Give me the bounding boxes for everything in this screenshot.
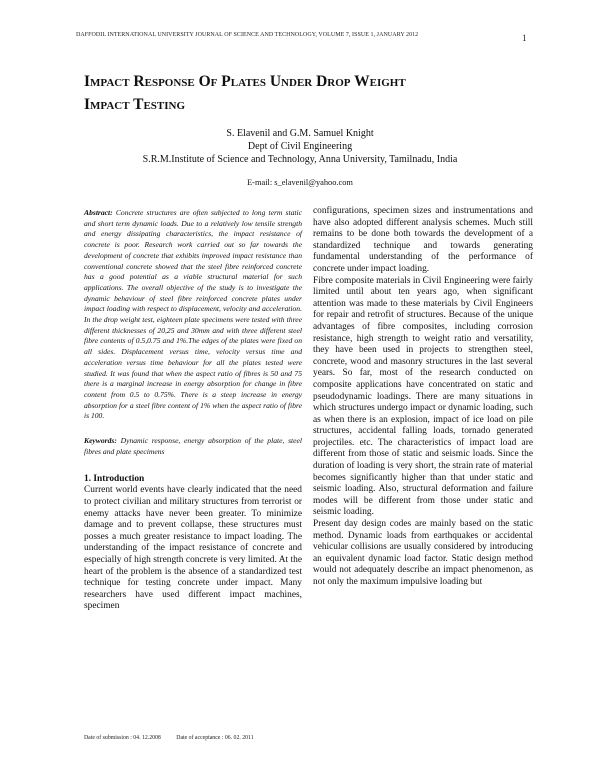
introduction-heading: 1. Introduction [84, 474, 145, 485]
right-paragraph-2: Fibre composite materials in Civil Engineering were fairly limited until about ten years ago, when significant attention was made to these materials by Civil Engineers for repair and retrofit of structures. Because of the unique advantages of fibre composites, including corrosion resistance, high strength to weight ratio and versatility, they have been used in projects to strengthen steel, concrete, wood and masonry structures in the last several years. So far, most of the research conducted on composite applications have concentrated on static and pseudodynamic loadings. There are many situations in which structures undergo impact or dynamic loading, such as when there is an explosion, impact of ice load on pile structures, accidental falling loads, tornado generated projectiles. etc. The characteristics of impact load are different from those of static and seismic loads. Since the duration of loading is very short, the strain rate of material becomes significantly higher than that under static and seismic loading. Also, structural deformation and failure modes will be different from those under static and seismic loading. [313, 275, 533, 518]
introduction-paragraph-1: Current world events have clearly indicated that the need to protect civilian and military structures from terrorist or enemy attacks have never been greater. To minimize damage and to prevent collapse, these structures must posses a much greater resistance to impact loading. The understanding of the impact resistance of concrete and especially of high strength concrete is very limited. At the heart of the problem is the absence of a standardized test technique for testing concrete under impact. Many researchers have used different impact machines, specimen [84, 485, 302, 612]
running-head: DAFFODIL INTERNATIONAL UNIVERSITY JOURNAL OF SCIENCE AND TECHNOLOGY, VOLUME 7, ISSUE 1, JANUARY 2012 [76, 32, 419, 38]
right-paragraph-3: Present day design codes are mainly based on the static method. Dynamic loads from earthquakes or accidental vehicular collisions are usually considered by introducing an equivalent dynamic load factor. Static design method would not adequately describe an impact phenomenon, as not only the maximum impulsive loading but [313, 519, 533, 587]
abstract [84, 208, 302, 422]
paper-title [84, 70, 544, 116]
keywords-label: Keywords: [84, 436, 117, 446]
abstract-text: Concrete structures are often subjected to long term static and short term dynamic loads. Due to a relatively low tensile strength and energy dissipating characteristics, the impact resistance of concrete is poor. Research work carried out so far towards the development of concrete that exhibits improved impact resistance than conventional concrete showed that the steel fibre reinforced concrete has a good potential as a viable structural material for such applications. The overall objective of the study is to investigate the dynamic behaviour of steel fibre reinforced concrete plates under impact loading with respect to displacement, velocity and acceleration. In the drop weight test, eighteen plate specimens were tested with three different thicknesses of 20,25 and 30mm and with three different steel fibre contents of 0.5,0.75 and 1%.The edges of the plates were fixed on all sides. Displacement versus time, velocity versus time and acceleration versus time behaviour for all the plates tested were studied. It was found that when the aspect ratio of fibres is 50 and 75 there is a marginal increase in energy absorption for change in fibre content from 0.5 to 0.75%. There is a steep increase in energy absorption for a steel fibre content of 1% when the aspect ratio of fibre is 100. [84, 208, 302, 421]
author-department: Dept of Civil Engineering [247, 141, 353, 152]
right-column [313, 206, 533, 589]
keywords [84, 436, 302, 457]
submission-dates [84, 735, 268, 741]
author-names: S. Elavenil and G.M. Samuel Knight [226, 128, 374, 139]
paper-title-line-2 [84, 93, 544, 116]
date-of-acceptance: Date of acceptance : 06. 02. 2011 [176, 735, 254, 741]
keywords-text: Dynamic response, energy absorption of the plate, steel fibres and plate specimens [84, 436, 302, 456]
author-email: E-mail: s_elavenil@yahoo.com [247, 178, 353, 187]
paper-title-line-1 [84, 70, 544, 93]
abstract-label: Abstract: [84, 208, 113, 217]
left-column [84, 208, 302, 613]
author-block [0, 127, 600, 166]
date-of-submission: Date of submission : 04. 12.2008 [84, 735, 161, 741]
title-line-1-text: Impact Response Of Plates Under Drop Weight [84, 73, 406, 90]
title-line-2-text: Impact Testing [84, 96, 186, 113]
right-paragraph-1: configurations, specimen sizes and instrumentations and have also adopted different analysis schemes. Much still remains to be done both towards the development of a standardized technique and towards generating fundamental understanding of the performance of concrete under impact loading. [313, 206, 533, 274]
author-institution: S.R.M.Institute of Science and Technology, Anna University, Tamilnadu, India [142, 154, 458, 165]
page-number: 1 [522, 33, 527, 43]
